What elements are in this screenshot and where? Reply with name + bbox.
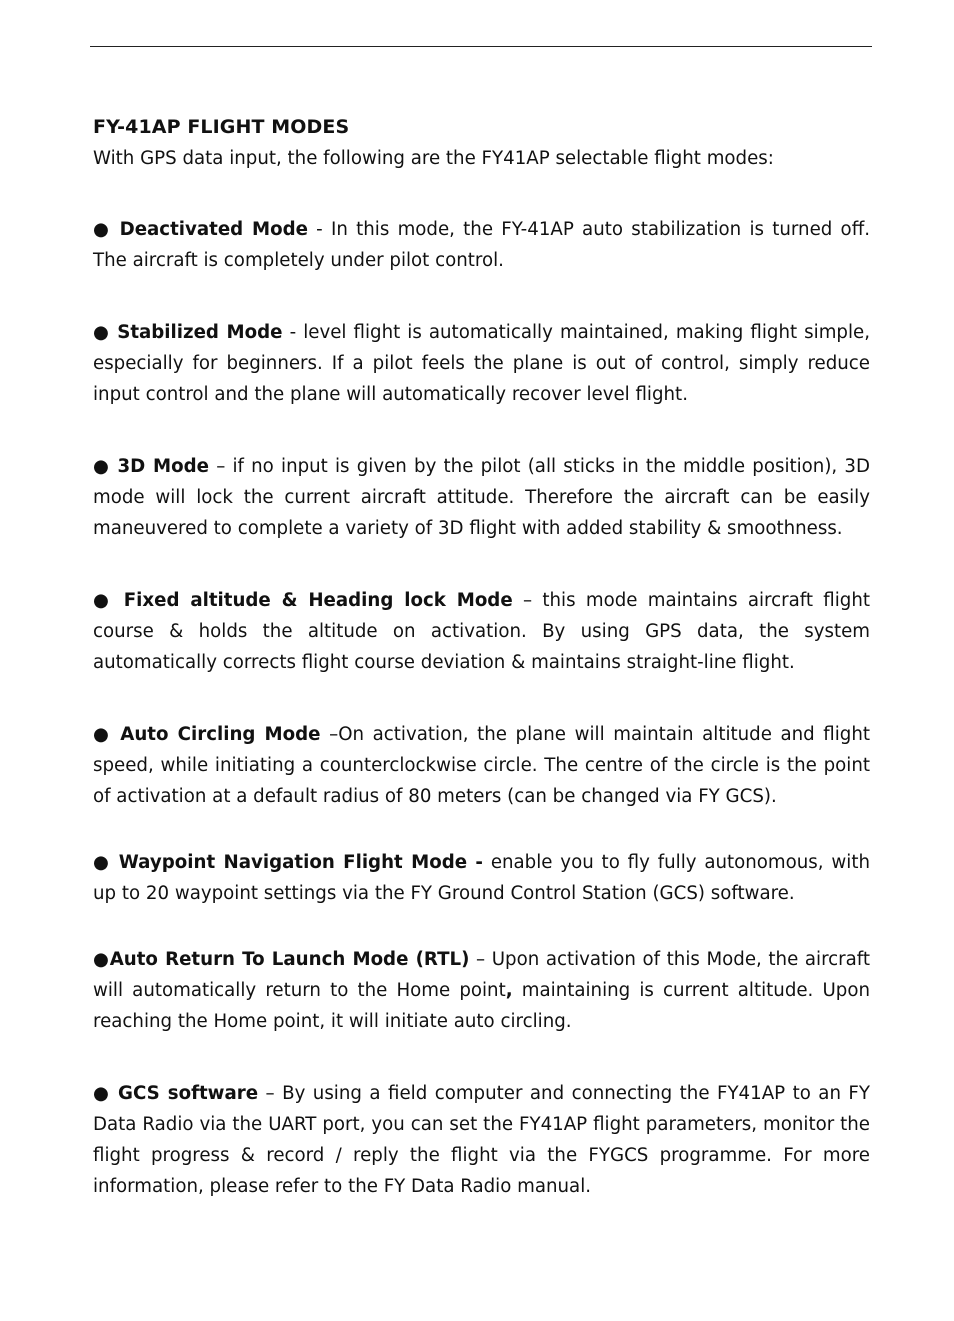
mode-description: enable you to fly fully autonomous, with up to 20 waypoint settings via the FY Ground Control Station (GCS) software.: [93, 852, 870, 904]
header-rule: [90, 46, 872, 47]
document-content: [93, 112, 870, 1202]
bullet: ●: [93, 949, 110, 970]
mode-auto-return-to-launch: [93, 944, 870, 1037]
mode-description: – By using a field computer and connecting the FY41AP to an FY Data Radio via the UART port, you can set the FY41AP flight parameters, monitor the flight progress & record / reply the flight via the FYGCS programme. For more information, please refer to the FY Data Radio manual.: [93, 1083, 871, 1197]
mode-waypoint-navigation: [93, 847, 870, 909]
mode-name: Stabilized Mode: [117, 322, 283, 343]
bullet: ●: [93, 219, 120, 240]
mode-gcs-software: [93, 1078, 870, 1202]
mode-name: Deactivated Mode: [119, 219, 308, 240]
mode-name: Auto Circling Mode: [120, 724, 321, 745]
mode-deactivated: [93, 214, 870, 276]
bullet: ●: [93, 1083, 119, 1104]
mode-description: –On activation, the plane will maintain altitude and flight speed, while initiating a counterclockwise circle. The centre of the circle is the point of activation at a default radius of 80 meters (can be changed via FY GCS).: [93, 724, 871, 807]
mode-name: Fixed altitude & Heading lock Mode: [123, 590, 513, 611]
mode-name: Waypoint Navigation Flight Mode -: [118, 852, 483, 873]
mode-description: – this mode maintains aircraft flight course & holds the altitude on activation. By using GPS data, the system automatically corrects flight course deviation & maintains straight-line flight.: [93, 590, 870, 673]
mode-description: – Upon activation of this Mode, the aircraft will automatically return to the Home point: [93, 949, 871, 1001]
mode-description-continued: maintaining is current altitude. Upon reaching the Home point, it will initiate auto circling.: [93, 980, 870, 1032]
document-title: FY-41AP FLIGHT MODES: [93, 116, 350, 138]
bullet: ●: [93, 456, 118, 477]
mode-auto-circling: [93, 719, 870, 812]
bullet: ●: [93, 322, 118, 343]
intro-paragraph: With GPS data input, the following are the FY41AP selectable flight modes:: [93, 148, 774, 169]
mode-description: - level flight is automatically maintained, making flight simple, especially for beginners. If a pilot feels the plane is out of control, simply reduce input control and the plane will automatically recover level flight.: [93, 322, 870, 405]
mode-fixed-altitude-heading-lock: [93, 585, 870, 678]
mode-name: Auto Return To Launch Mode (RTL): [109, 949, 470, 970]
bullet: ●: [93, 590, 124, 611]
bullet: ●: [93, 852, 119, 873]
mode-description: - In this mode, the FY-41AP auto stabilization is turned off. The aircraft is completely under pilot control.: [93, 219, 871, 271]
mode-description: – if no input is given by the pilot (all sticks in the middle position), 3D mode will lock the current aircraft attitude. Therefore the aircraft can be easily maneuvered to complete a variety of 3D flight with added stability & smoothness.: [93, 456, 870, 539]
mode-name: GCS software: [118, 1083, 259, 1104]
bold-comma: ,: [505, 980, 513, 1001]
mode-3d: [93, 451, 870, 544]
mode-name: 3D Mode: [117, 456, 209, 477]
mode-stabilized: [93, 317, 870, 410]
bullet: ●: [93, 724, 121, 745]
